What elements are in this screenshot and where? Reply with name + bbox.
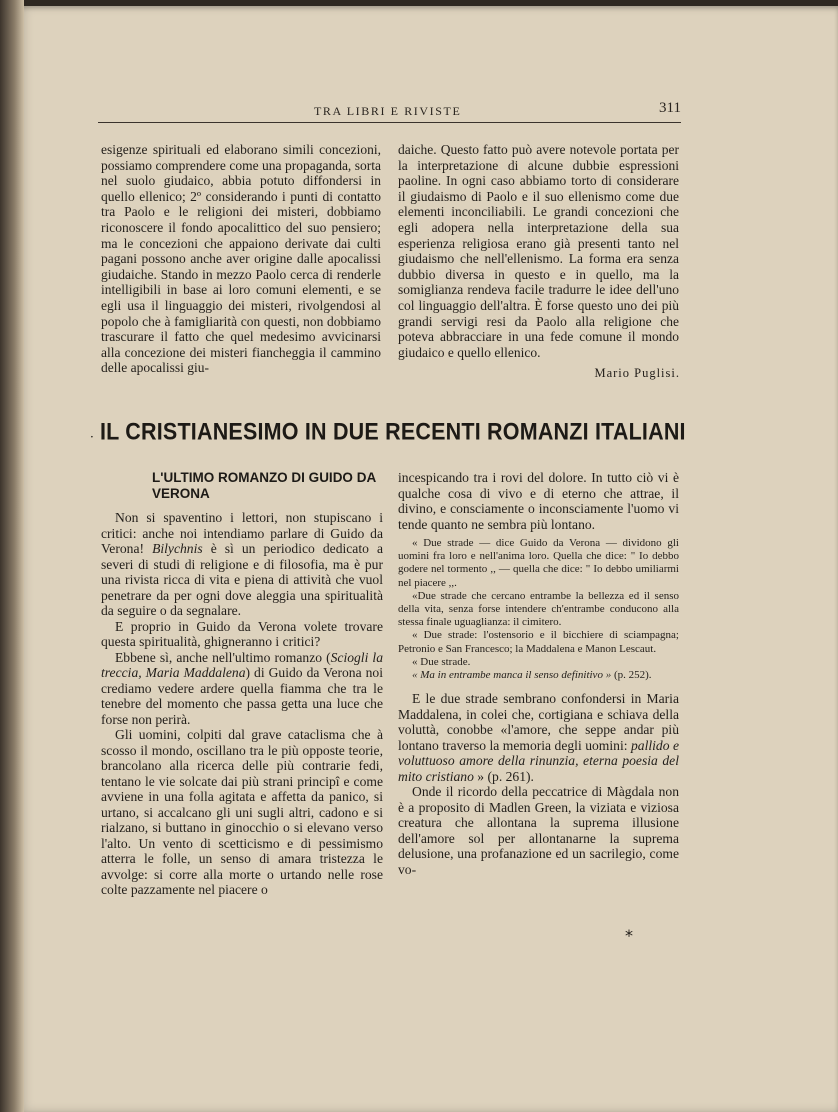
header-rule — [98, 122, 681, 123]
quotation: « Ma in entrambe manca il senso definitivo » (p. 252). — [412, 669, 652, 682]
article-left-column — [101, 510, 383, 898]
paragraph: Onde il ricordo della peccatrice di Màgdala non è a proposito di Madlen Green, la viziata e viziosa creatura che allontana la suprema illusione dell'amore sol per allontanarne la suprema delusione, una profanazione ed un sacrilegio, come vo- — [398, 784, 679, 877]
quotation: « Due strade — dice Guido da Verona — dividono gli uomini fra loro e nell'anima loro. Quella che dice: " Io debbo godere nel tormento ,, — quella che dice: " Io debbo umiliarmi nel piacere ,,. — [398, 537, 679, 589]
paragraph: esigenze spirituali ed elaborano simili concezioni, possiamo comprendere come una propaganda, sorta nel suolo giudaico, abbia potuto diffondersi in quello ellenico; 2º considerando i punti di contatto tra Paolo e le religioni dei misteri, dobbiamo riconoscere il fondo apocalittico del suo pensiero; ma le concezioni che appaiono derivate dai culti pagani possono anche aver origine dalle apocalissi giudaiche. Stando in mezzo Paolo cerca di renderle intelligibili in base ai loro comuni elementi, e se egli usa il linguaggio dei misteri, rivolgendosi al popolo che à famigliarità con questi, non dobbiamo trascurare il fatto che quel medesimo avvicinarsi alla concezione dei misteri fiancheggia il cammino delle apocalissi giu- — [101, 142, 381, 376]
running-head — [98, 102, 681, 122]
running-head-title: TRA LIBRI E RIVISTE — [314, 104, 462, 118]
quotation: «Due strade che cercano entrambe la bellezza ed il senso della vita, senza forse intendere ch'entrambe conducono alla stessa finale uguaglianza: il cimitero. — [398, 589, 679, 629]
article-subtitle: L'ULTIMO ROMANZO DI GUIDO DA VERONA — [152, 470, 376, 501]
paragraph: E le due strade sembrano confondersi in Maria Maddalena, in colei che, cortigiana e schiava della voluttà, conobbe «l'amore, che seppe andar più lontano traverso la memoria degli uomini: pallido e voluttuoso amore della rinunzia, eterna poesia del mito cristiano » (p. 261). — [398, 691, 679, 784]
book-gutter — [0, 0, 24, 1112]
author-signature: Mario Puglisi. — [594, 366, 680, 380]
paragraph: Ebbene sì, anche nell'ultimo romanzo (Sciogli la treccia, Maria Maddalena) di Guido da Verona noi crediamo vedere ardere quella fiamma che tra le tenebre del momento che passa getta una luce che forse non perirà. — [101, 649, 383, 727]
section-title: IL CRISTIANESIMO IN DUE RECENTI ROMANZI ITALIANI — [100, 418, 686, 445]
quotation: « Due strade. — [412, 655, 471, 668]
paragraph: daiche. Questo fatto può avere notevole portata per la interpretazione di alcune dubbie espressioni paoline. In ogni caso abbiamo torto di considerare il giudaismo di Paolo e il suo ellenismo come due elementi inconciliabili. Le grandi concezioni che egli adopera nella interpretazione della sua esperienza religiosa erano già presenti tanto nel giudaismo che nell'ellenismo. La forma era senza dubbio diversa in questo e in quello, ma la somiglianza rendeva facile tradurre le idee dell'uno col linguaggio dell'altra. È forse questo uno dei più grandi servigi resi da Paolo alla religione che poteva abbracciare in una fede comune il mondo giudaico e quello ellenico. — [398, 142, 679, 360]
paragraph: E proprio in Guido da Verona volete trovare questa spiritualità, ghigneranno i critici? — [101, 618, 383, 649]
paragraph: Non si spaventino i lettori, non stupiscano i critici: anche noi intendiamo parlare di Guido da Verona! Bilychnis è sì un periodico dedicato a severi di studi di religione e di filosofia, ma è pur una rivista ricca di vita e piena di attività che vuol penetrare da per ogni dove aleggia una spiritualità da seguire o da segnalare. — [101, 510, 383, 618]
article-right-column — [398, 470, 679, 877]
paragraph: Gli uomini, colpiti dal grave cataclisma che à scosso il mondo, oscillano tra le più opposte teorie, brancolano alla ricerca delle più contrarie fedi, tentano le vie solcate dai più strani principî e come avviene in una folla agitata e affetta da panico, si urtano, si accalcano gli uni sugli altri, cadono e si rialzano, si buttano in ginocchio o si elevano verso l'alto. Un vento di scetticismo e di pessimismo atterra le folle, un senso di amara tristezza le avvolge: si corre alla morte o urtando nelle rose colte pazzamente nel piacere o — [101, 727, 383, 897]
quotation: « Due strade: l'ostensorio e il bicchiere di sciampagna; Petronio e San Francesco; la Maddalena e Manon Lescaut. — [398, 629, 679, 655]
footnote-mark: * — [625, 926, 633, 945]
title-ornament: · — [90, 430, 94, 444]
page-number: 311 — [659, 100, 681, 116]
previous-article-left-column — [101, 142, 381, 376]
previous-article-right-column — [398, 142, 679, 360]
paragraph: incespicando tra i rovi del dolore. In tutto ciò vi è qualche cosa di vivo e di eterno che attrae, il divino, e consciamente o inconsciamente l'uomo vi tende quanto ne sembra più lontano. — [398, 470, 679, 532]
